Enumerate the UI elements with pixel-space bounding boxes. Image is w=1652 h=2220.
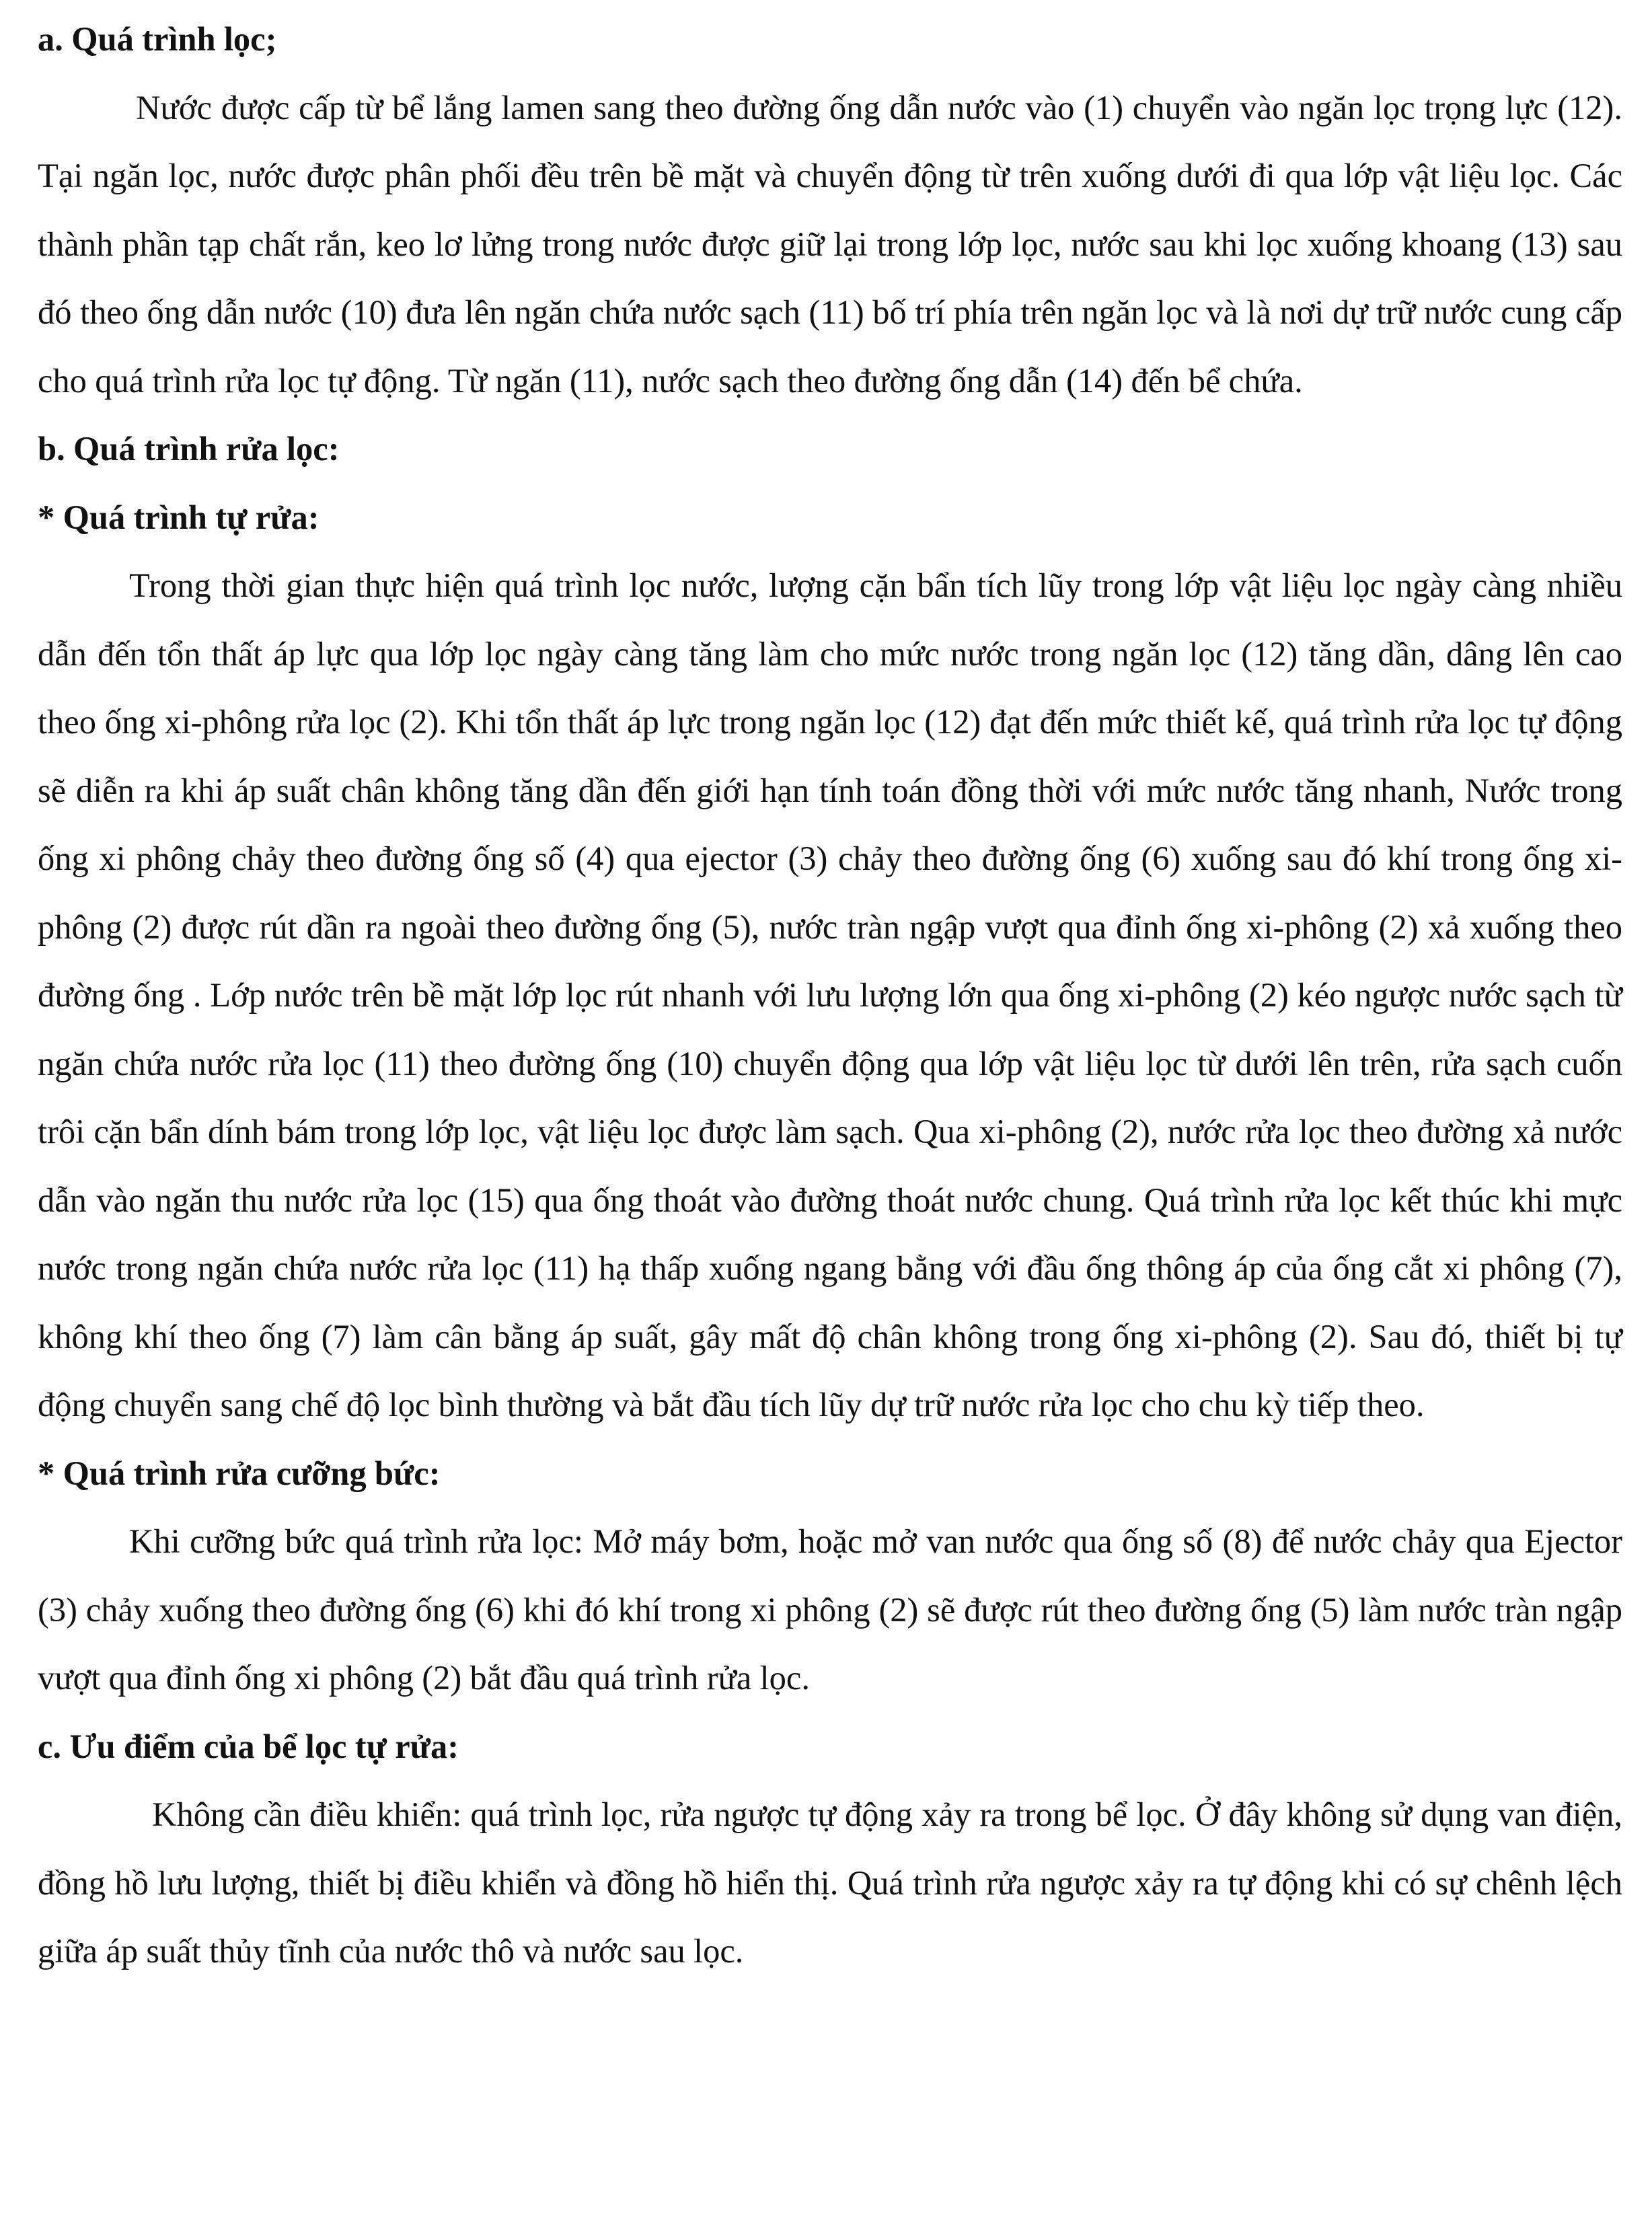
paragraph-qua-trinh-rua-cuong-buc: Khi cưỡng bức quá trình rửa lọc: Mở máy bơm, hoặc mở van nước qua ống số (8) để nước chảy qua Ejector (3) chảy xuống theo đường ống (6) khi đó khí trong xi phông (2) sẽ được rút theo đường ống (5) làm nước tràn ngập vượt qua đỉnh ống xi phông (2) bắt đầu quá trình rửa lọc. — [38, 1522, 1622, 1697]
document-page — [38, 5, 1622, 1986]
heading-uu-diem: c. Ưu điểm của bể lọc tự rửa: — [38, 1727, 459, 1765]
paragraph-qua-trinh-tu-rua: Trong thời gian thực hiện quá trình lọc nước, lượng cặn bẩn tích lũy trong lớp vật liệu lọc ngày càng nhiều dẫn đến tổn thất áp lực qua lớp lọc ngày càng tăng làm cho mức nước trong ngăn lọc (12) tăng dần, dâng lên cao theo ống xi-phông rửa lọc (2). Khi tổn thất áp lực trong ngăn lọc (12) đạt đến mức thiết kế, quá trình rửa lọc tự động sẽ diễn ra khi áp suất chân không tăng dần đến giới hạn tính toán đồng thời với mức nước tăng nhanh, Nước trong ống xi phông chảy theo đường ống số (4) qua ejector (3) chảy theo đường ống (6) xuống sau đó khí trong ống xi-phông (2) được rút dần ra ngoài theo đường ống (5), nước tràn ngập vượt qua đỉnh ống xi-phông (2) xả xuống theo đường ống . Lớp nước trên bề mặt lớp lọc rút nhanh với lưu lượng lớn qua ống xi-phông (2) kéo ngược nước sạch từ ngăn chứa nước rửa lọc (11) theo đường ống (10) chuyển động qua lớp vật liệu lọc từ dưới lên trên, rửa sạch cuốn trôi cặn bẩn dính bám trong lớp lọc, vật liệu lọc được làm sạch. Qua xi-phông (2), nước rửa lọc theo đường xả nước dẫn vào ngăn thu nước rửa lọc (15) qua ống thoát vào đường thoát nước chung. Quá trình rửa lọc kết thúc khi mực nước trong ngăn chứa nước rửa lọc (11) hạ thấp xuống ngang bằng với đầu ống thông áp của ống cắt xi phông (7), không khí theo ống (7) làm cân bằng áp suất, gây mất độ chân không trong ống xi-phông (2). Sau đó, thiết bị tự động chuyển sang chế độ lọc bình thường và bắt đầu tích lũy dự trữ nước rửa lọc cho chu kỳ tiếp theo. — [38, 566, 1622, 1423]
paragraph-uu-diem: Không cần điều khiển: quá trình lọc, rửa ngược tự động xảy ra trong bể lọc. Ở đây không sử dụng van điện, đồng hồ lưu lượng, thiết bị điều khiển và đồng hồ hiển thị. Quá trình rửa ngược xảy ra tự động khi có sự chênh lệch giữa áp suất thủy tĩnh của nước thô và nước sau lọc. — [38, 1796, 1622, 1970]
paragraph-qua-trinh-loc: Nước được cấp từ bể lắng lamen sang theo đường ống dẫn nước vào (1) chuyển vào ngăn lọc trọng lực (12). Tại ngăn lọc, nước được phân phối đều trên bề mặt và chuyển động từ trên xuống dưới đi qua lớp vật liệu lọc. Các thành phần tạp chất rắn, keo lơ lửng trong nước được giữ lại trong lớp lọc, nước sau khi lọc xuống khoang (13) sau đó theo ống dẫn nước (10) đưa lên ngăn chứa nước sạch (11) bố trí phía trên ngăn lọc và là nơi dự trữ nước cung cấp cho quá trình rửa lọc tự động. Từ ngăn (11), nước sạch theo đường ống dẫn (14) đến bể chứa. — [38, 88, 1622, 400]
heading-qua-trinh-tu-rua: * Quá trình tự rửa: — [38, 498, 320, 536]
heading-qua-trinh-loc: a. Quá trình lọc; — [38, 20, 277, 58]
heading-qua-trinh-rua-cuong-buc: * Quá trình rửa cưỡng bức: — [38, 1454, 441, 1492]
heading-qua-trinh-rua-loc: b. Quá trình rửa lọc: — [38, 430, 340, 468]
